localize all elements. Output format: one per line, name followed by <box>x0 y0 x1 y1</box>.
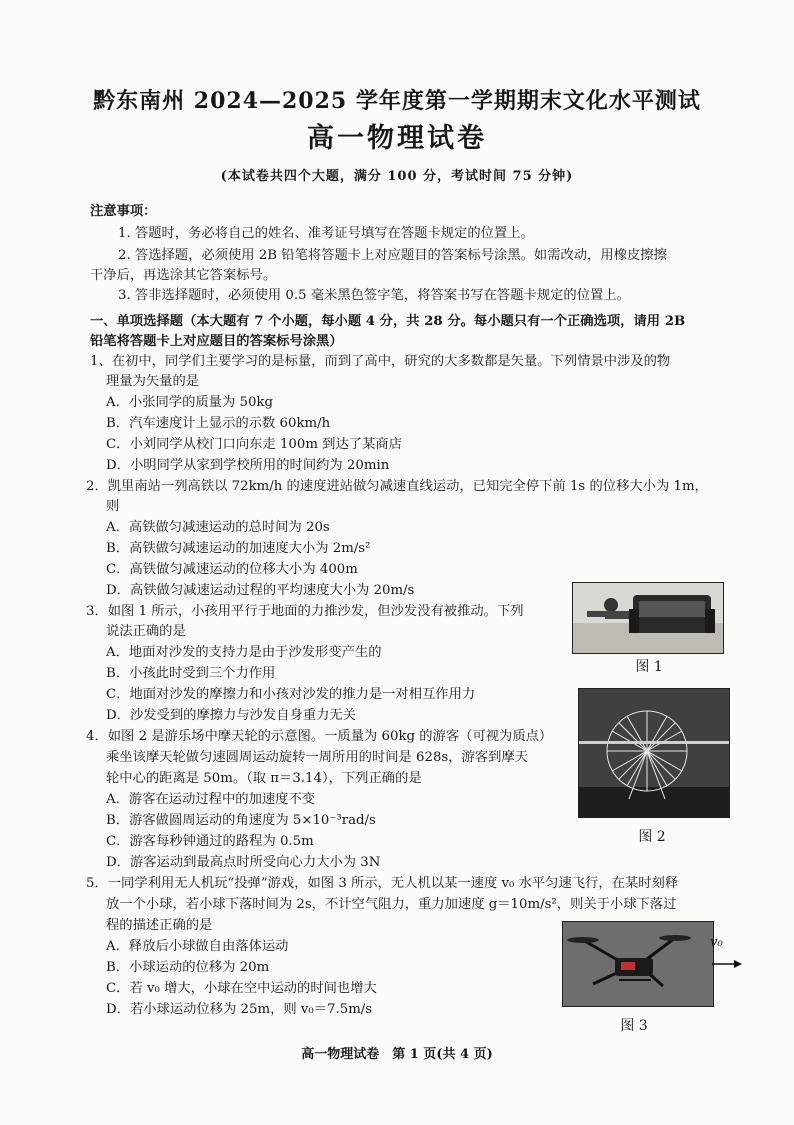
note-item: 1. 答题时，务必将自己的姓名、准考证号填写在答题卡规定的位置上。 <box>118 226 534 241</box>
ferris-wheel-figure <box>578 688 730 818</box>
question-stem: 理量为矢量的是 <box>106 374 200 389</box>
velocity-arrow <box>712 952 742 972</box>
ferris-wheel-icon <box>579 689 729 817</box>
option-b: B．小孩此时受到三个力作用 <box>106 666 276 681</box>
exam-subtitle: 高一物理试卷 <box>307 123 487 154</box>
question-stem: 5．一同学利用无人机玩“投弹”游戏，如图 3 所示，无人机以某一速度 v₀ 水平匀速飞行，在某时刻释 <box>86 876 679 891</box>
sofa-icon <box>573 583 723 653</box>
figure-2-caption: 图 2 <box>638 829 666 845</box>
note-item: 3. 答非选择题时，必须使用 0.5 毫米黑色签字笔，将答案书写在答题卡规定的位置上。 <box>118 288 630 303</box>
option-d: D．沙发受到的摩擦力与沙发自身重力无关 <box>106 708 357 723</box>
option-a: A．高铁做匀减速运动的总时间为 20s <box>106 520 330 535</box>
figure-1-caption: 图 1 <box>635 659 663 675</box>
option-c: C．小刘同学从校门口向东走 100m 到达了某商店 <box>106 437 402 452</box>
notes-heading: 注意事项： <box>90 204 157 219</box>
option-a: A．释放后小球做自由落体运动 <box>106 939 289 954</box>
note-item: 2. 答选择题，必须使用 2B 铅笔将答题卡上对应题目的答案标号涂黑。如需改动，用橡皮擦擦 <box>118 248 667 263</box>
option-b: B．高铁做匀减速运动的加速度大小为 2m/s² <box>106 541 371 556</box>
option-a: A．游客在运动过程中的加速度不变 <box>106 792 316 807</box>
option-c: C．若 v₀ 增大，小球在空中运动的时间也增大 <box>106 981 377 996</box>
option-d: D．若小球运动位移为 25m，则 v₀＝7.5m/s <box>106 1002 373 1017</box>
option-d: D．高铁做匀减速运动过程的平均速度大小为 20m/s <box>106 583 415 598</box>
question-stem: 1、在初中，同学们主要学习的是标量，而到了高中，研究的大多数都是矢量。下列情景中涉及的物 <box>90 354 671 369</box>
option-c: C．地面对沙发的摩擦力和小孩对沙发的推力是一对相互作用力 <box>106 687 476 702</box>
question-stem: 放一个小球，若小球下落时间为 2s，不计空气阻力，重力加速度 g＝10m/s²，则关于小球下落过 <box>106 897 677 912</box>
question-stem: 程的描述正确的是 <box>106 918 213 933</box>
section-title: 铅笔将答题卡上对应题目的答案标号涂黑） <box>90 334 343 349</box>
page-footer: 高一物理试卷 第 1 页(共 4 页) <box>301 1047 493 1062</box>
question-stem: 2．凯里南站一列高铁以 72km/h 的速度进站做匀减速直线运动，已知完全停下前 1s 的位移大小为 1m， <box>86 479 708 494</box>
drone-figure <box>562 921 714 1007</box>
exam-title: 黔东南州 2024—2025 学年度第一学期期末文化水平测试 <box>93 88 701 114</box>
question-stem: 4．如图 2 是游乐场中摩天轮的示意图。一质量为 60kg 的游客（可视为质点） <box>86 729 553 744</box>
note-item: 干净后，再选涂其它答案标号。 <box>90 268 277 283</box>
question-stem: 轮中心的距离是 50m。（取 π＝3.14），下列正确的是 <box>106 771 422 786</box>
option-a: A．地面对沙发的支持力是由于沙发形变产生的 <box>106 645 382 660</box>
option-c: C．高铁做匀减速运动的位移大小为 400m <box>106 562 358 577</box>
exam-info: (本试卷共四个大题，满分 100 分，考试时间 75 分钟) <box>220 169 574 184</box>
option-b: B．游客做圆周运动的角速度为 5×10⁻³rad/s <box>106 813 376 828</box>
option-c: C．游客每秒钟通过的路程为 0.5m <box>106 834 314 849</box>
question-stem: 则 <box>106 499 120 514</box>
option-d: D．小明同学从家到学校所用的时间约为 20min <box>106 458 390 473</box>
velocity-label: v₀ <box>710 935 723 950</box>
section-title: 一、单项选择题（本大题有 7 个小题，每小题 4 分，共 28 分。每小题只有一个正确选项，请用 2B <box>90 314 686 329</box>
question-stem: 3．如图 1 所示，小孩用平行于地面的力推沙发，但沙发没有被推动。下列 <box>86 604 524 619</box>
figure-3-caption: 图 3 <box>620 1018 648 1034</box>
drone-icon <box>563 922 713 1006</box>
option-b: B．小球运动的位移为 20m <box>106 960 270 975</box>
option-b: B．汽车速度计上显示的示数 60km/h <box>106 416 331 431</box>
option-d: D．游客运动到最高点时所受向心力大小为 3N <box>106 855 381 870</box>
option-a: A．小张同学的质量为 50kg <box>106 395 273 410</box>
question-stem: 说法正确的是 <box>106 624 186 639</box>
sofa-figure <box>572 582 724 654</box>
question-stem: 乘坐该摩天轮做匀速圆周运动旋转一周所用的时间是 628s，游客到摩天 <box>106 750 529 765</box>
